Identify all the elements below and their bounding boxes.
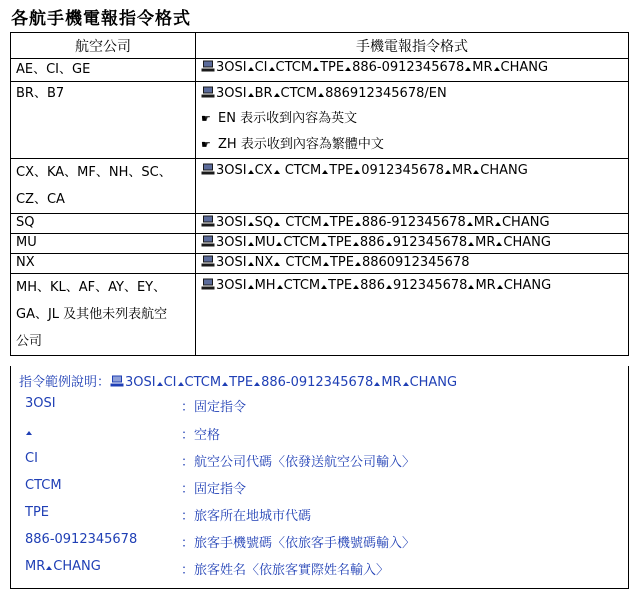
command-text: 3OSI MH CTCM TPE 886 912345678 MR CHANG xyxy=(201,274,623,298)
legend-desc: ：旅客手機號碼〈依旅客手機號碼輸入〉 xyxy=(181,536,416,551)
legend-desc: ：旅客姓名〈依旅客實際姓名輸入〉 xyxy=(181,563,390,578)
airline-cell xyxy=(11,214,196,234)
airline-text: MH、KL、AF、AY、EY、 xyxy=(16,280,167,295)
example-label: 指令範例說明： xyxy=(19,375,111,390)
command-cell xyxy=(196,254,629,274)
command-text: 3OSI BR CTCM 886912345678/EN xyxy=(201,82,623,106)
space-marker-icon xyxy=(353,242,359,246)
table-row xyxy=(11,159,629,214)
note-text: ☛ EN 表示收到內容為英文 xyxy=(201,106,623,132)
space-marker-icon xyxy=(248,67,254,71)
table-header-row xyxy=(11,33,629,59)
table-row xyxy=(11,59,629,82)
legend-key: TPE xyxy=(25,505,49,520)
airline-cell xyxy=(11,82,196,159)
airline-text: MU xyxy=(16,235,37,250)
space-marker-icon xyxy=(468,242,474,246)
computer-icon xyxy=(201,60,215,72)
command-cell xyxy=(196,274,629,356)
space-marker-icon xyxy=(467,222,473,226)
table-row xyxy=(11,254,629,274)
space-marker-icon xyxy=(178,382,184,386)
airline-text: AE、CI、GE xyxy=(16,62,91,77)
command-text: 3OSI MU CTCM TPE 886 912345678 MR CHANG xyxy=(201,234,623,252)
space-marker-icon xyxy=(248,242,254,246)
space-marker-icon xyxy=(494,67,500,71)
space-marker-icon xyxy=(248,170,254,174)
space-marker-icon xyxy=(323,262,329,266)
pointing-hand-icon: ☛ xyxy=(201,112,211,125)
command-cell xyxy=(196,82,629,159)
space-marker-icon xyxy=(274,170,280,174)
airline-text: CZ、CA xyxy=(16,192,65,207)
space-marker-icon xyxy=(355,262,361,266)
space-marker-icon xyxy=(321,242,327,246)
legend-key: MR CHANG xyxy=(25,559,101,574)
command-text: 3OSI SQ CTCM TPE 886-912345678 MR CHANG xyxy=(201,214,623,232)
computer-icon xyxy=(201,235,215,247)
space-marker-icon xyxy=(248,222,254,226)
legend-box xyxy=(10,366,629,589)
legend-desc: ：固定指令 xyxy=(181,400,247,415)
pointing-hand-icon: ☛ xyxy=(201,138,211,151)
space-marker-icon xyxy=(274,93,280,97)
computer-icon xyxy=(201,255,215,267)
space-marker-icon xyxy=(26,431,32,435)
space-marker-icon xyxy=(403,382,409,386)
legend-desc: ：固定指令 xyxy=(181,482,247,497)
space-marker-icon xyxy=(496,242,502,246)
command-format-table xyxy=(10,32,629,356)
legend-desc: ：空格 xyxy=(181,428,221,443)
computer-icon xyxy=(201,278,215,290)
command-text: 3OSI CI CTCM TPE 886-0912345678 MR CHANG xyxy=(201,59,623,77)
airline-text: BR、B7 xyxy=(16,86,65,101)
command-cell xyxy=(196,234,629,254)
airline-text: NX xyxy=(16,255,35,270)
space-marker-icon xyxy=(322,170,328,174)
space-marker-icon xyxy=(374,382,380,386)
space-marker-icon xyxy=(254,382,260,386)
airline-cell xyxy=(11,254,196,274)
space-marker-icon xyxy=(248,285,254,289)
space-marker-icon xyxy=(468,285,474,289)
airline-text: SQ xyxy=(16,215,35,230)
space-marker-icon xyxy=(354,170,360,174)
space-marker-icon xyxy=(313,67,319,71)
example-command: 3OSI CI CTCM TPE 886-0912345678 MR CHANG xyxy=(110,375,457,390)
legend-desc: ：航空公司代碼〈依發送航空公司輸入〉 xyxy=(181,455,416,470)
airline-text: 公司 xyxy=(16,334,43,349)
airline-cell xyxy=(11,274,196,356)
space-marker-icon xyxy=(386,242,392,246)
table-row xyxy=(11,214,629,234)
command-cell xyxy=(196,214,629,234)
table-row xyxy=(11,82,629,159)
example-line xyxy=(19,371,457,390)
header-format: 手機電報指令格式 xyxy=(196,33,629,59)
legend-key: CI xyxy=(25,451,38,466)
table-row xyxy=(11,274,629,356)
space-marker-icon xyxy=(269,67,275,71)
header-airline: 航空公司 xyxy=(11,33,196,59)
computer-icon xyxy=(201,163,215,175)
space-marker-icon xyxy=(355,222,361,226)
legend-key xyxy=(25,424,33,439)
space-marker-icon xyxy=(274,222,280,226)
space-marker-icon xyxy=(248,262,254,266)
space-marker-icon xyxy=(222,382,228,386)
space-marker-icon xyxy=(318,93,324,97)
space-marker-icon xyxy=(274,262,280,266)
airline-text: GA、JL 及其他未列表航空 xyxy=(16,307,168,322)
command-cell xyxy=(196,59,629,82)
space-marker-icon xyxy=(345,67,351,71)
space-marker-icon xyxy=(473,170,479,174)
space-marker-icon xyxy=(276,242,282,246)
command-text: 3OSI CX CTCM TPE 0912345678 MR CHANG xyxy=(201,159,623,183)
space-marker-icon xyxy=(495,222,501,226)
command-cell xyxy=(196,159,629,214)
command-text: 3OSI NX CTCM TPE 8860912345678 xyxy=(201,254,623,272)
legend-key: 886-0912345678 xyxy=(25,532,138,547)
airline-text: CX、KA、MF、NH、SC、 xyxy=(16,165,172,180)
space-marker-icon xyxy=(465,67,471,71)
page-title: 各航手機電報指令格式 xyxy=(11,9,191,29)
legend-desc: ：旅客所在地城市代碼 xyxy=(181,509,312,524)
space-marker-icon xyxy=(353,285,359,289)
space-marker-icon xyxy=(248,93,254,97)
airline-cell xyxy=(11,59,196,82)
space-marker-icon xyxy=(323,222,329,226)
space-marker-icon xyxy=(386,285,392,289)
space-marker-icon xyxy=(321,285,327,289)
space-marker-icon xyxy=(445,170,451,174)
computer-icon xyxy=(201,215,215,227)
airline-cell xyxy=(11,234,196,254)
space-marker-icon xyxy=(277,285,283,289)
computer-icon xyxy=(201,86,215,98)
space-marker-icon xyxy=(46,566,52,570)
legend-key: CTCM xyxy=(25,478,62,493)
airline-cell xyxy=(11,159,196,214)
note-text: ☛ ZH 表示收到內容為繁體中文 xyxy=(201,132,623,158)
space-marker-icon xyxy=(497,285,503,289)
computer-icon xyxy=(110,375,124,387)
table-row xyxy=(11,234,629,254)
legend-key: 3OSI xyxy=(25,396,56,411)
space-marker-icon xyxy=(157,382,163,386)
